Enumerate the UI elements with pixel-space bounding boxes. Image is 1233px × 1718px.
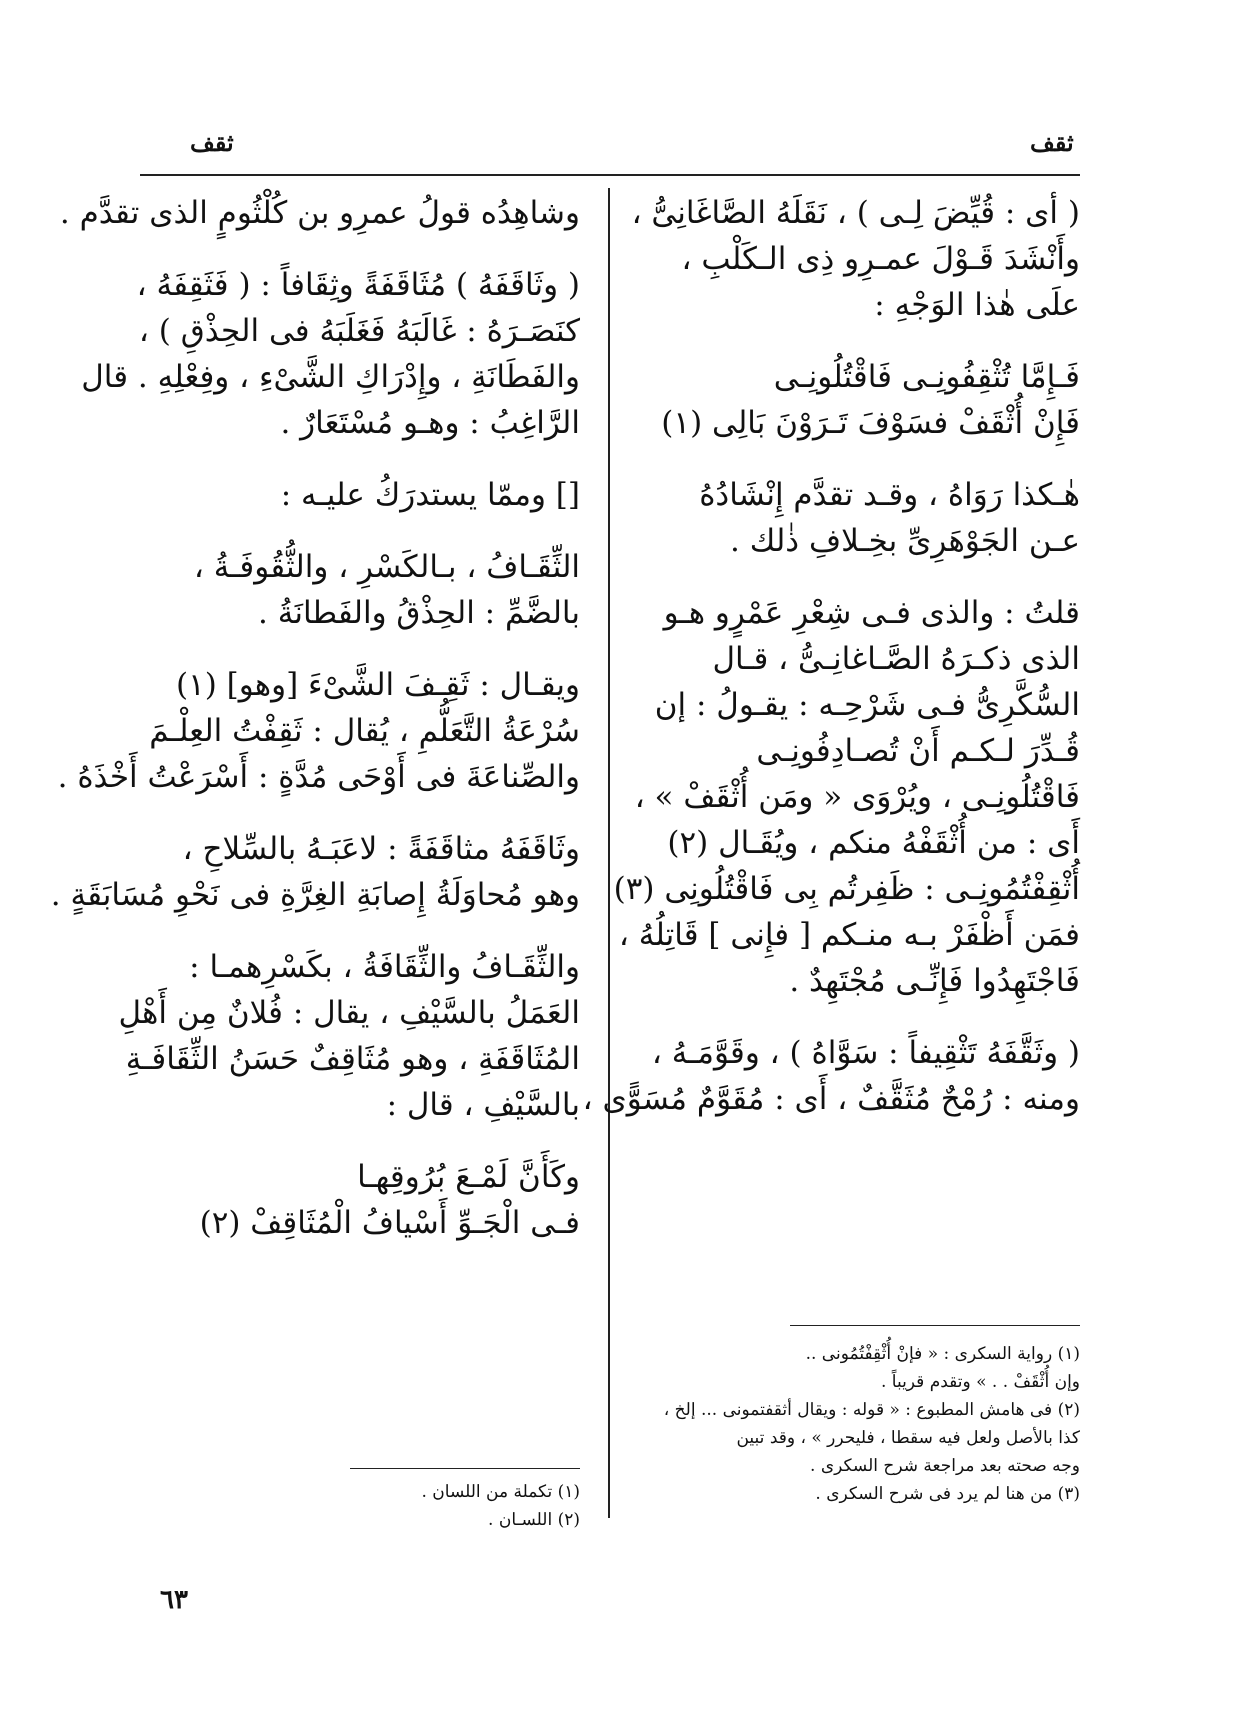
text-line: كنَصَـرَهُ : غَالَبَهُ فَغَلَبَهُ فى الحِذْقِ ) ، (138, 313, 580, 349)
left-column (50, 190, 580, 1246)
header-root-word-left: ثقف (190, 128, 234, 157)
paragraph-gap (140, 918, 580, 944)
text-line: والفَطَانَةِ ، وإِدْرَاكِ الشَّىْءِ ، وفِعْلِهِ . قال (81, 359, 580, 395)
page-number: ٦٣ (160, 1585, 188, 1615)
text-line: قلتُ : والذى فـى شِعْرِ عَمْرٍو هـو (663, 595, 1080, 631)
text-line: أُثْقِفْتُمُونِـى : ظَفِرتُم بِى فَاقْتُلُونِى (٣) (613, 871, 1080, 907)
text-line: فَإِنْ أُثْقَفْ فسَوْفَ تَـرَوْنَ بَالِى (١) (661, 405, 1080, 441)
footnote-rule-right (790, 1325, 1080, 1326)
text-line: والثِّقَـافُ والثِّقَافَةُ ، بكَسْرِهمـا : (189, 949, 580, 985)
footnote-line: (٣) من هنا لم يرد فى شرح السكرى . (815, 1484, 1080, 1504)
paragraph-gap (140, 446, 580, 472)
paragraph-gap (640, 446, 1080, 472)
footnote-line: (٢) فى هامش المطبوع : « قوله : ويقال أثقفتمونى ... إلخ ، (663, 1400, 1080, 1420)
header-root-word-right: ثقف (1030, 128, 1074, 157)
text-line: عـن الجَوْهَرِىِّ بخِـلافِ ذٰلك . (730, 523, 1080, 559)
text-line: وثَاقَفَهُ مثاقَفَةً : لاعَبَـهُ بالسِّلاحِ ، (182, 831, 580, 867)
text-line: الثِّقَـافُ ، بـالكَسْرِ ، والثُّقُوفَـةُ ، (193, 549, 580, 585)
text-line: الرَّاغِبُ : وهـو مُسْتَعَارٌ . (280, 405, 580, 441)
footnote-rule-left (350, 1468, 580, 1469)
footnote-line: وجه صحته بعد مراجعة شرح السكرى . (810, 1456, 1080, 1476)
paragraph-gap (140, 236, 580, 262)
text-line: فَاجْتَهِدُوا فَإِنِّـى مُجْتَهِدٌ . (789, 963, 1080, 999)
paragraph-gap (140, 800, 580, 826)
text-line: وشاهِدُه قولُ عمرِو بن كُلْثُومٍ الذى تقدَّم . (59, 195, 580, 231)
text-line: وهو مُحاوَلَةُ إِصابَةِ الغِرَّةِ فى نَحْوِ مُسَابَقَةٍ . (50, 877, 580, 913)
text-line: بالسَّيْفِ ، قال : (386, 1087, 580, 1123)
text-line: أَى : من أُثْقَفْهُ منكم ، ويُقَـال (٢) (667, 825, 1080, 861)
paragraph-gap (140, 518, 580, 544)
text-line: السُّكَّرِىُّ فـى شَرْحِـه : يقـولُ : إن (654, 687, 1080, 723)
text-line: ومنه : رُمْحٌ مُثَقَّفٌ ، أَى : مُقَوَّمٌ مُسَوًّى ، (582, 1081, 1080, 1117)
text-line: [] وممّا يستدرَكُ عليـه : (280, 477, 580, 513)
text-line: سُرْعَةُ التَّعَلُّمِ ، يُقال : ثَقِفْتُ العِلْـمَ (149, 713, 580, 749)
text-line: فَاقْتُلُونِـى ، ويُرْوَى « ومَن أُثْقَفْ » ، (634, 779, 1080, 815)
text-line: الذى ذكـرَهُ الصَّـاغانِـىُّ ، قـال (712, 641, 1080, 677)
text-line: ( وثَقَّفَهُ تَثْقِيفاً : سَوَّاهُ ) ، وقَوَّمَـهُ ، (651, 1035, 1080, 1071)
text-line: العَمَلُ بالسَّيْفِ ، يقال : فُلانٌ مِن أَهْلِ (118, 995, 580, 1031)
text-line: علَى هٰذا الوَجْهِ : (874, 287, 1080, 323)
text-line: فـى الْجَـوِّ أَسْيافُ الْمُثَاقِفْ (٢) (199, 1205, 580, 1241)
paragraph-gap (140, 636, 580, 662)
text-line: ويقـال : ثَقِـفَ الشَّىْءَ [وهو] (١) (175, 667, 580, 703)
paragraph-gap (640, 328, 1080, 354)
text-line: ( أى : قُيِّضَ لِـى ) ، نَقَلَهُ الصَّاغَانِىُّ ، (631, 195, 1080, 231)
text-line: فمَن أَظْفَرْ بـه منـكم [ فإِنى ] قَاتِلُهُ ، (618, 917, 1080, 953)
text-line: وأَنْشَدَ قَـوْلَ عمـرِو ذِى الـكَلْبِ ، (681, 241, 1080, 277)
text-line: قُـدِّرَ لـكـم أَنْ تُصـادِفُونِـى (756, 733, 1080, 769)
paragraph-gap (640, 1004, 1080, 1030)
footnote-line: وإن أُثْقَفْ . . » وتقدم قريباً . (880, 1372, 1080, 1392)
footnotes-left (300, 1478, 580, 1534)
footnote-line: (٢) اللسـان . (488, 1510, 580, 1530)
column-divider (608, 188, 610, 1518)
text-line: المُثَاقَفَةِ ، وهو مُثَاقِفٌ حَسَنُ الثِّقَافَـةِ (125, 1041, 580, 1077)
paragraph-gap (640, 564, 1080, 590)
paragraph-gap (140, 1128, 580, 1154)
text-line: بالضَّمِّ : الحِذْقُ والفَطانَةُ . (258, 595, 580, 631)
footnote-line: كذا بالأصل ولعل فيه سقطا ، فليحرر » ، وقد تبين (736, 1428, 1080, 1448)
right-column (582, 190, 1080, 1122)
footnote-line: (١) رواية السكرى : « فإنْ أُثْقِفْتُمُونى .. (805, 1344, 1080, 1364)
text-line: وكَأَنَّ لَمْـعَ بُرُوقِهـا (357, 1159, 580, 1195)
header-rule (140, 174, 1080, 176)
text-line: والصِّناعَةَ فى أَوْحَى مُدَّةٍ : أَسْرَعْتُ أَخْذَهُ . (57, 759, 580, 795)
text-line: ( وثَاقَفَهُ ) مُثَاقَفَةً وثِقَافاً : ( فَثَقِفَهُ ، (136, 267, 580, 303)
footnotes-right (640, 1340, 1080, 1508)
text-line: فَـإِمَّا تُثْقِفُونِـى فَاقْتُلُونِـى (773, 359, 1080, 395)
footnote-line: (١) تكملة من اللسان . (421, 1482, 580, 1502)
text-line: هٰـكذا رَوَاهُ ، وقـد تقدَّم إِنْشَادُهُ (699, 477, 1080, 513)
